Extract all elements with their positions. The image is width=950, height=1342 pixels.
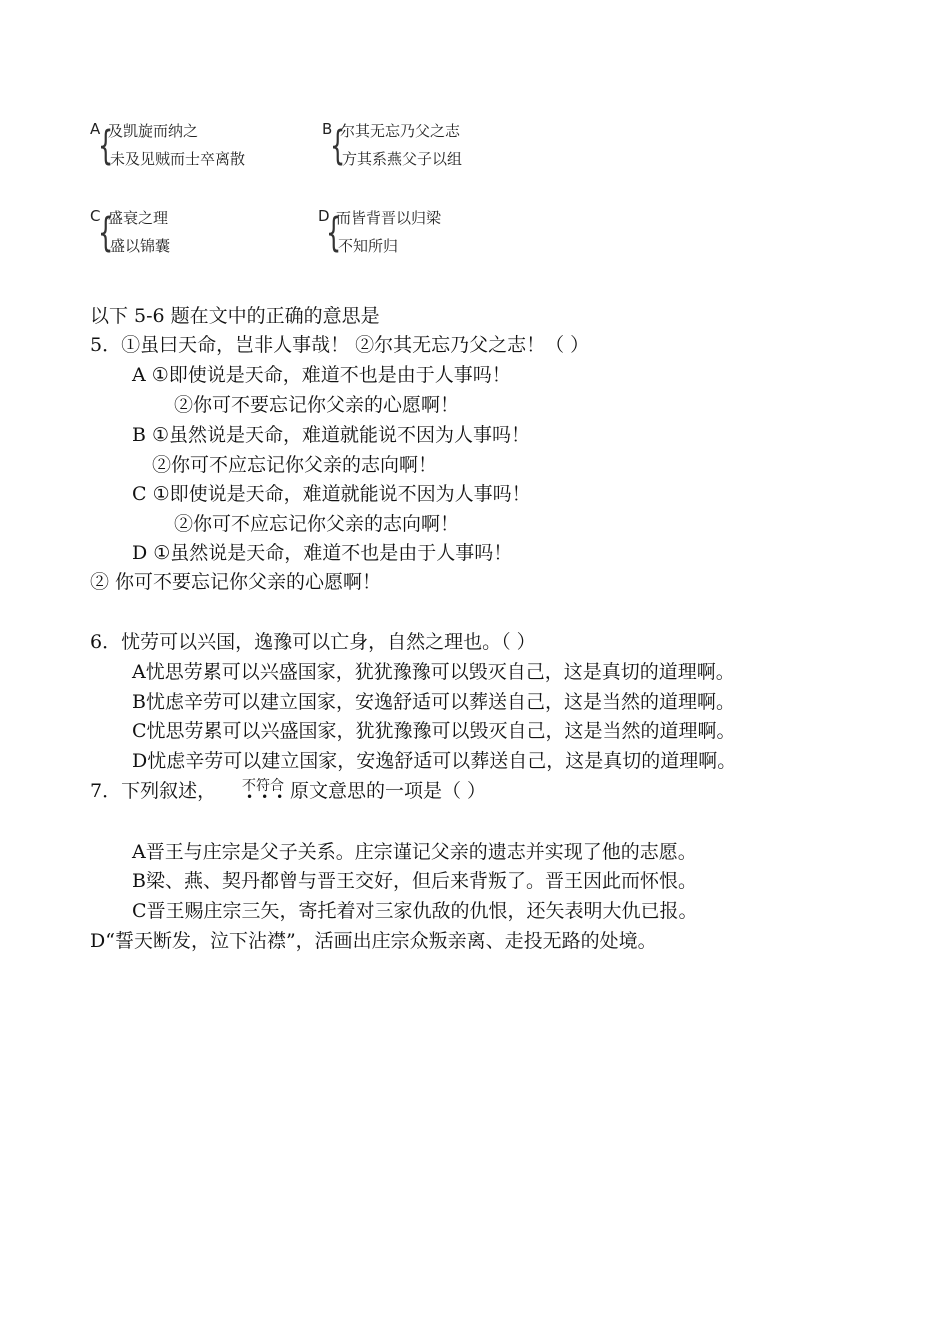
q7-stem-prefix: 7．下列叙述， <box>90 780 217 802</box>
pair-line-1: 盛衰之理 <box>108 209 169 227</box>
brace-icon: { <box>98 210 114 256</box>
q6-option-b: B忧虑辛劳可以建立国家，安逸舒适可以葬送自己，这是当然的道理啊。 <box>132 691 735 713</box>
pair-line-1: 及凯旋而纳之 <box>108 122 199 140</box>
emphasis-dots-icon: ••• <box>246 790 292 804</box>
q5-stem: 5．①虽曰天命，岂非人事哉！ ②尔其无忘乃父之志！（ ） <box>90 334 590 356</box>
pair-line-2: 未及见贼而士卒离散 <box>110 150 246 168</box>
intro-text: 以下 5-6 题在文中的正确的意思是 <box>90 305 380 327</box>
q6-stem: 6．忧劳可以兴国，逸豫可以亡身，自然之理也。（ ） <box>90 631 536 653</box>
q6-option-d: D忧虑辛劳可以建立国家，安逸舒适可以葬送自己，这是真切的道理啊。 <box>132 750 737 772</box>
q5-option-a-line1: A ①即使说是天命，难道不也是由于人事吗！ <box>132 364 511 386</box>
pair-line-2: 盛以锦囊 <box>110 237 171 255</box>
q7-emphasis-note: 不符合 <box>242 778 284 794</box>
pair-letter: D <box>318 207 330 225</box>
brace-icon: { <box>330 123 346 169</box>
q5-option-b-line1: B ①虽然说是天命，难道就能说不因为人事吗！ <box>132 424 531 446</box>
brace-icon: { <box>326 210 342 256</box>
pair-line-2: 方其系燕父子以组 <box>342 150 463 168</box>
brace-icon: { <box>98 123 114 169</box>
pair-line-1: 而皆背晋以归梁 <box>336 209 442 227</box>
q6-option-c: C忧思劳累可以兴盛国家，犹犹豫豫可以毁灭自己，这是当然的道理啊。 <box>132 720 736 742</box>
q5-option-a-line2: ②你可不要忘记你父亲的心愿啊！ <box>174 394 460 416</box>
pair-line-2: 不知所归 <box>338 237 399 255</box>
q7-option-b: B梁、燕、契丹都曾与晋王交好，但后来背叛了。晋王因此而怀恨。 <box>132 870 697 892</box>
q6-option-a: A忧思劳累可以兴盛国家，犹犹豫豫可以毁灭自己，这是真切的道理啊。 <box>132 661 735 683</box>
pair-letter: B <box>322 120 333 138</box>
q7-option-a: A晋王与庄宗是父子关系。庄宗谨记父亲的遗志并实现了他的志愿。 <box>132 841 697 863</box>
q5-option-b-line2: ②你可不应忘记你父亲的志向啊！ <box>152 454 438 476</box>
pair-letter: C <box>90 207 101 225</box>
q7-option-d: D“誓天断发，泣下沾襟”，活画出庄宗众叛亲离、走投无路的处境。 <box>90 930 657 952</box>
q7-stem-suffix: 原文意思的一项是（ ） <box>290 780 487 802</box>
q5-option-d-line1: D ①虽然说是天命，难道不也是由于人事吗！ <box>132 542 513 564</box>
pair-letter: A <box>90 120 101 138</box>
q7-option-c: C晋王赐庄宗三矢，寄托着对三家仇敌的仇恨，还矢表明大仇已报。 <box>132 900 698 922</box>
q5-option-c-line1: C ①即使说是天命，难道就能说不因为人事吗！ <box>132 483 531 505</box>
q5-option-d-line2: ② 你可不要忘记你父亲的心愿啊！ <box>90 571 382 593</box>
pair-line-1: 尔其无忘乃父之志 <box>340 122 461 140</box>
q5-option-c-line2: ②你可不应忘记你父亲的志向啊！ <box>174 513 460 535</box>
